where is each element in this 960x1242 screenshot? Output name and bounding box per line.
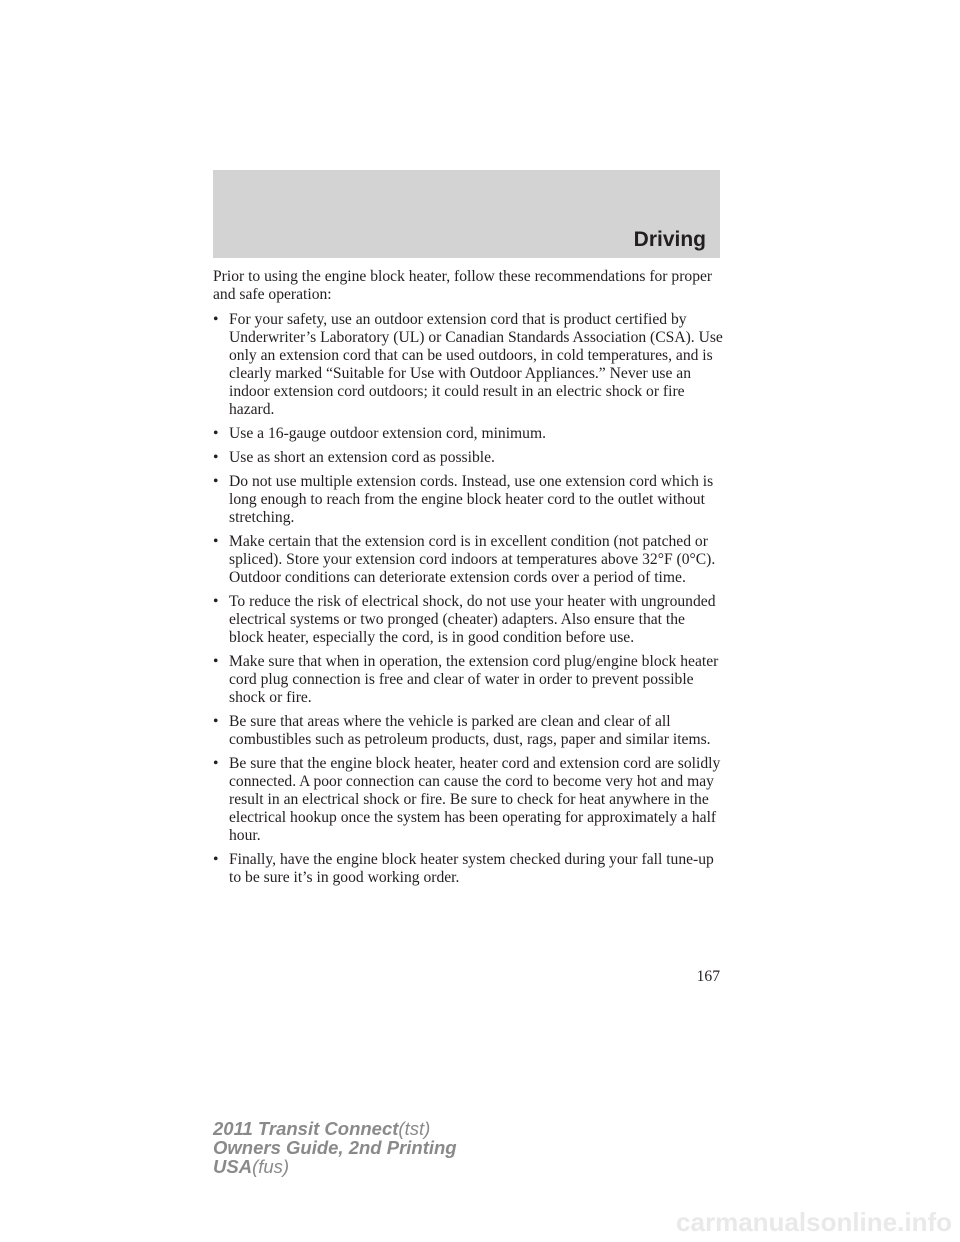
list-item-text: Be sure that the engine block heater, heater cord and extension cord are solidly connected. A poor connection can cause the cord to become very hot and may result in an electrical shock or fire. Be sure to check for heat anywhere in the electrical hookup once the system has been operating for approximately a half hour.	[229, 755, 721, 844]
document-footer	[213, 1119, 457, 1176]
list-item	[213, 851, 723, 887]
list-item	[213, 533, 723, 587]
bullet-icon: •	[213, 473, 219, 490]
section-header-band	[213, 170, 720, 258]
footer-model-name: 2011 Transit Connect	[213, 1118, 399, 1139]
footer-line-model	[213, 1119, 457, 1138]
footer-model-code: (tst)	[398, 1118, 431, 1139]
page-content	[213, 268, 723, 893]
page-number: 167	[696, 968, 720, 985]
list-item	[213, 449, 723, 467]
list-item-text: For your safety, use an outdoor extension cord that is product certified by Underwriter’s Laboratory (UL) or Canadian Standards Association (CSA). Use only an extension cord that can be used outdoors, in cold temperatures, and is clearly marked “Suitable for Use with Outdoor Appliances.” Never use an indoor extension cord outdoors; it could result in an electric shock or fire hazard.	[229, 311, 723, 418]
list-item	[213, 755, 723, 845]
section-title: Driving	[633, 228, 706, 251]
bullet-icon: •	[213, 311, 219, 328]
list-item-text: Finally, have the engine block heater system checked during your fall tune-up to be sure it’s in good working order.	[229, 851, 714, 886]
bullet-icon: •	[213, 713, 219, 730]
list-item	[213, 593, 723, 647]
list-item-text: Make sure that when in operation, the extension cord plug/engine block heater cord plug connection is free and clear of water in order to prevent possible shock or fire.	[229, 653, 719, 706]
bullet-icon: •	[213, 851, 219, 868]
bullet-icon: •	[213, 533, 219, 550]
list-item-text: To reduce the risk of electrical shock, do not use your heater with ungrounded electrical systems or two pronged (cheater) adapters. Also ensure that the block heater, especially the cord, is in good condition before use.	[229, 593, 716, 646]
list-item	[213, 473, 723, 527]
list-item-text: Do not use multiple extension cords. Instead, use one extension cord which is long enough to reach from the engine block heater cord to the outlet without stretching.	[229, 473, 714, 526]
footer-line-market	[213, 1157, 457, 1176]
list-item	[213, 311, 723, 419]
intro-paragraph: Prior to using the engine block heater, follow these recommendations for proper and safe operation:	[213, 268, 713, 303]
bullet-icon: •	[213, 755, 219, 772]
footer-line-guide	[213, 1138, 457, 1157]
bullet-icon: •	[213, 653, 219, 670]
list-item-text: Use a 16-gauge outdoor extension cord, minimum.	[229, 425, 547, 442]
footer-market-code: (fus)	[252, 1156, 290, 1177]
bullet-icon: •	[213, 593, 219, 610]
footer-market: USA	[213, 1156, 253, 1177]
list-item-text: Be sure that areas where the vehicle is parked are clean and clear of all combustibles such as petroleum products, dust, rags, paper and similar items.	[229, 713, 711, 748]
list-item	[213, 425, 723, 443]
list-item	[213, 653, 723, 707]
bullet-icon: •	[213, 449, 219, 466]
list-item-text: Make certain that the extension cord is in excellent condition (not patched or spliced). Store your extension cord indoors at temperatures above 32°F (0°C). Outdoor conditions can deteriorate extension cords over a period of time.	[229, 533, 716, 586]
bullet-icon: •	[213, 425, 219, 442]
list-item	[213, 713, 723, 749]
recommendations-list	[213, 311, 723, 887]
watermark-logo: carmanualsonline.info	[676, 1207, 952, 1237]
footer-guide-edition: Owners Guide, 2nd Printing	[213, 1137, 457, 1158]
list-item-text: Use as short an extension cord as possible.	[229, 449, 495, 466]
